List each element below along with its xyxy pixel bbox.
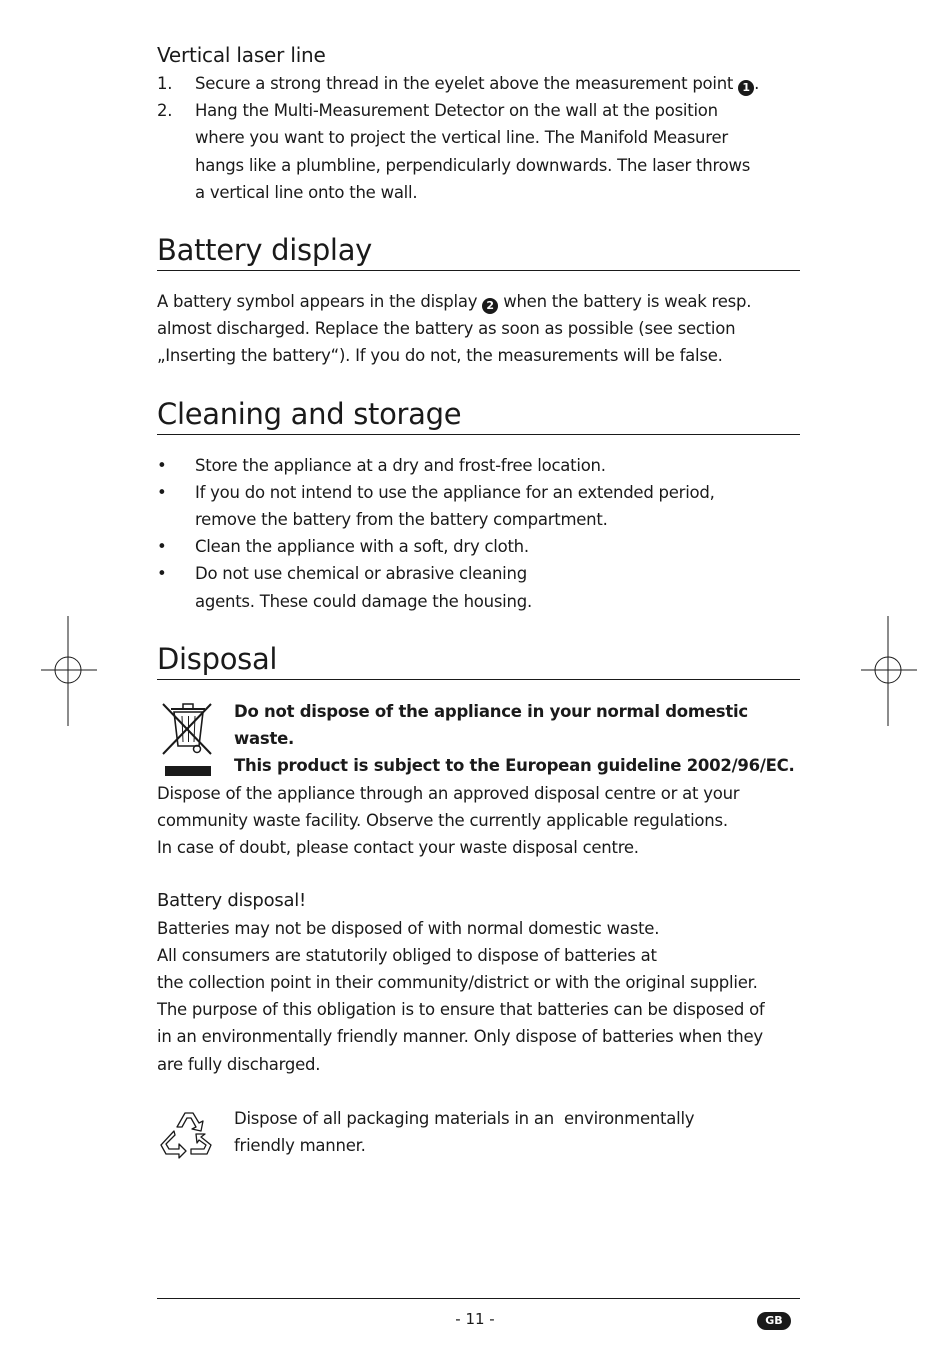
list-item [157,97,800,206]
battery-display-section [157,232,800,370]
battery-display-text-start: A battery symbol appears in the display [157,292,483,312]
reference-number-badge: 1 [738,80,754,96]
battery-display-text [157,288,800,370]
list-item [157,70,800,97]
battery-disposal-line: in an environmentally friendly manner. Only dispose of batteries when they [157,1027,763,1047]
bullet: • [157,482,167,502]
battery-disposal-line: All consumers are statutorily obliged to dispose of batteries at [157,945,657,965]
disposal-body-line: Dispose of the appliance through an approved disposal centre or at your [157,783,740,803]
step-number: 2. [157,101,173,121]
disposal-section [157,641,800,1165]
step-text: Hang the Multi-Measurement Detector on the wall at the position where you want to project the vertical line. The Manifold Measurer hangs like a plumbline, perpendicularly downwards. The laser throws a vertical line onto the wall. [195,101,751,202]
packaging-line-1: Dispose of all packaging materials in an environmentally [234,1108,695,1128]
weee-notice [157,698,800,778]
disposal-body-line: In case of doubt, please contact your waste disposal centre. [157,838,639,858]
disposal-body-line: community waste facility. Observe the currently applicable regulations. [157,811,728,831]
battery-disposal-line: the collection point in their community/district or with the original supplier. [157,973,758,993]
list-item-text: If you do not intend to use the appliance for an extended period, remove the battery from the battery compartment. [195,482,715,530]
page-content [157,40,800,1165]
disposal-body [157,780,800,862]
crossed-out-wheelie-bin-icon [157,700,215,782]
bullet: • [157,564,167,584]
footer-divider [157,1298,800,1299]
battery-disposal-line: are fully discharged. [157,1054,321,1074]
language-badge: GB [757,1312,791,1330]
list-item [157,452,720,479]
vertical-laser-title: Vertical laser line [157,43,326,67]
bullet: • [157,455,167,475]
reference-number-badge: 2 [482,298,498,314]
weee-warning-line-1: Do not dispose of the appliance in your normal domestic waste. [234,701,748,749]
battery-disposal [157,887,800,1077]
battery-display-text-end: when the battery is weak resp. almost discharged. Replace the battery as soon as possible (see section „Inserting the battery“). If you do not, the measurements will be false. [157,292,752,366]
battery-disposal-line: Batteries may not be disposed of with normal domestic waste. [157,918,660,938]
step-number: 1. [157,74,173,93]
packaging-line-2: friendly manner. [234,1136,366,1156]
packaging-notice [157,1105,800,1165]
cleaning-section [157,396,800,615]
battery-disposal-line: The purpose of this obligation is to ensure that batteries can be disposed of [157,1000,765,1020]
cleaning-title: Cleaning and storage [157,396,800,435]
list-item-text: Do not use chemical or abrasive cleaning agents. These could damage the housing. [195,564,532,611]
bullet: • [157,537,167,557]
step-text: Secure a strong thread in the eyelet above the measurement point [195,74,739,93]
cleaning-list [157,452,800,615]
list-item [157,479,720,533]
battery-display-title: Battery display [157,232,800,271]
registration-mark-icon-left [41,616,97,726]
list-item [157,533,720,560]
battery-disposal-title: Battery disposal! [157,890,306,912]
disposal-title: Disposal [157,641,800,680]
weee-warning-line-2: This product is subject to the European guideline 2002/96/EC. [234,756,795,776]
list-item [157,560,720,614]
vertical-laser-section [157,40,800,206]
list-item-text: Store the appliance at a dry and frost-free location. [195,455,606,475]
step-text-end: . [754,74,760,93]
registration-mark-icon-right [861,616,917,726]
vertical-laser-steps [157,70,800,206]
page-number: - 11 - [455,1310,495,1328]
list-item-text: Clean the appliance with a soft, dry cloth. [195,537,529,557]
recycling-arrows-icon [157,1107,217,1165]
